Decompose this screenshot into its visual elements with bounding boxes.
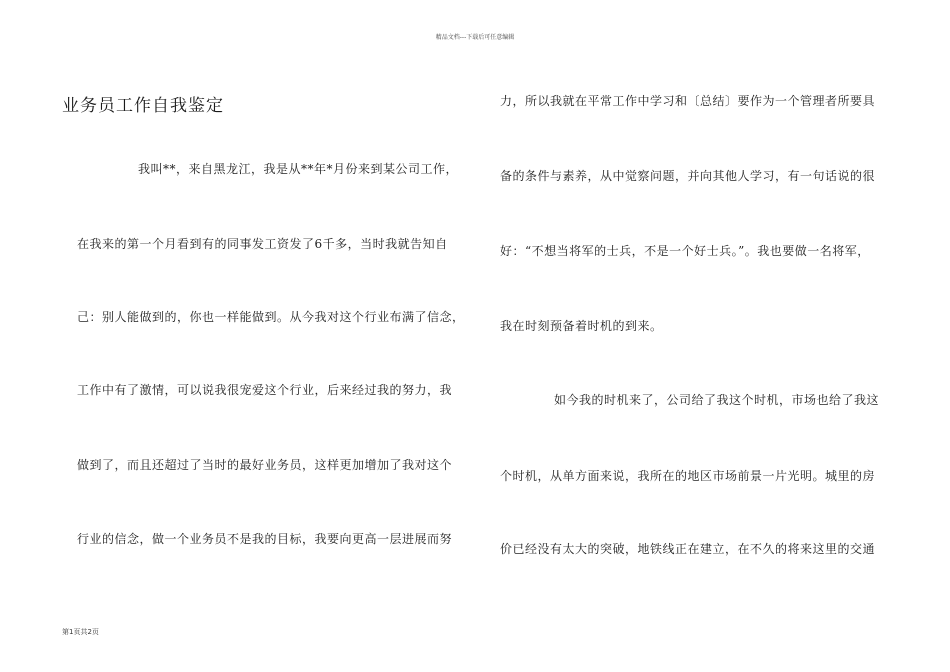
page-number: 第1页共2页	[62, 628, 99, 636]
left-line-2: 在我来的第一个月看到有的同事发工资发了6千多，当时我就告知自	[77, 237, 448, 251]
right-line-4: 我在时刻预备着时机的到来。	[500, 319, 663, 333]
document-title: 业务员工作自我鉴定	[62, 96, 224, 116]
left-line-6: 行业的信念，做一个业务员不是我的目标，我要向更高一层进展而努	[77, 532, 453, 546]
right-line-7: 价已经没有太大的突破，地铁线正在建立，在不久的将来这里的交通	[500, 542, 876, 556]
right-line-3: 好：“不想当将军的士兵，不是一个好士兵。”。我也要做一名将军，	[500, 244, 870, 258]
right-line-2: 备的条件与素养，从中觉察问题，并向其他人学习，有一句话说的很	[500, 169, 876, 183]
header-note: 精品文档---下载后可任意编辑	[435, 34, 515, 41]
left-line-5: 做到了，而且还超过了当时的最好业务员，这样更加增加了我对这个	[77, 458, 453, 472]
right-line-6: 个时机，从单方面来说，我所在的地区市场前景一片光明。城里的房	[500, 469, 876, 483]
right-line-5: 如今我的时机来了，公司给了我这个时机，市场也给了我这	[554, 393, 880, 407]
left-line-4: 工作中有了激情，可以说我很宠爱这个行业，后来经过我的努力，我	[77, 383, 453, 397]
left-line-3: 己：别人能做到的，你也一样能做到。从今我对这个行业布满了信念，	[77, 310, 465, 324]
left-line-1: 我叫**，来自黑龙江，我是从**年*月份来到某公司工作，	[138, 162, 459, 176]
right-line-1: 力，所以我就在平常工作中学习和〔总结〕要作为一个管理者所要具	[500, 94, 876, 108]
